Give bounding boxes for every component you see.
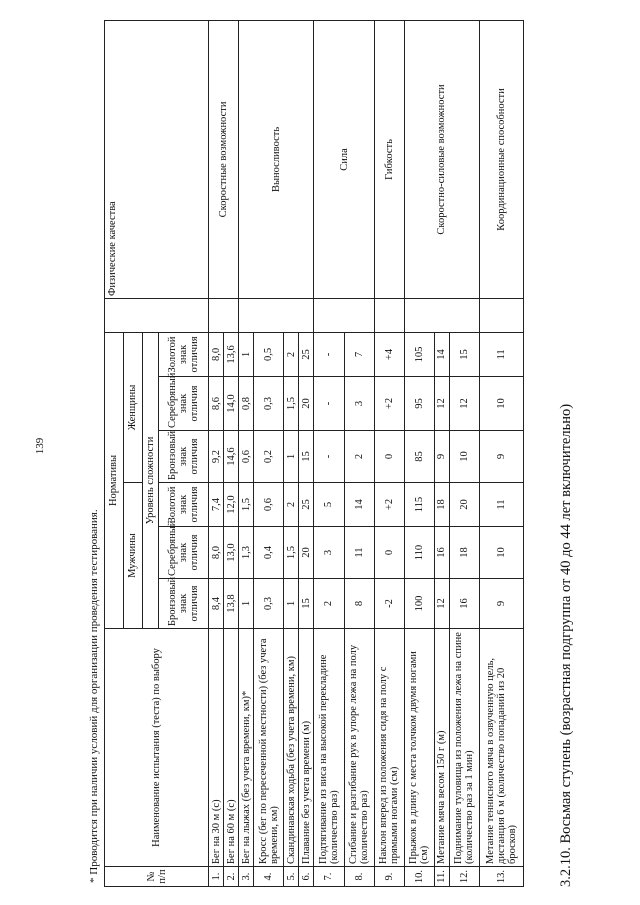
footnote: * Проводится при наличии условий для организации проведения тестирования. (88, 509, 100, 883)
test-name: Метание теннисного мяча в озвученную цель, дистанция 6 м (количество попаданий из 20 бросков) (479, 629, 523, 867)
header-women-bronze: Бронзовый знак отличия (158, 431, 208, 483)
value-women-bronze: 0,6 (239, 431, 254, 483)
spacer-cell (479, 298, 523, 332)
quality-speed-strength: Скоростно-силовые возможности (404, 20, 479, 298)
value-men-gold: 115 (404, 483, 434, 527)
test-name: Сгибание и разгибание рук в упоре лежа на полу (количество раз) (344, 629, 374, 867)
table-row (314, 20, 344, 886)
value-women-silver: 12 (449, 377, 479, 431)
header-name: Наименование испытания (теста) по выбору (105, 629, 209, 867)
value-men-bronze: 15 (299, 579, 314, 629)
value-women-gold: 2 (284, 332, 299, 376)
header-men-bronze: Бронзовый знак отличия (158, 579, 208, 629)
table-row (404, 20, 434, 886)
value-women-bronze: 0 (374, 431, 404, 483)
value-women-gold: 13,6 (224, 332, 239, 376)
value-women-silver: 1,5 (284, 377, 299, 431)
value-women-gold: 15 (449, 332, 479, 376)
row-number: 7. (314, 867, 344, 887)
value-men-silver: 1,3 (239, 527, 254, 579)
value-women-bronze: 14,6 (224, 431, 239, 483)
spacer-cell (209, 298, 239, 332)
quality-coordination: Координационные способности (479, 20, 523, 298)
value-women-gold: 25 (299, 332, 314, 376)
value-women-silver: 0,3 (254, 377, 284, 431)
header-men-silver: Серебряный знак отличия (158, 527, 208, 579)
value-men-gold: 14 (344, 483, 374, 527)
table-row (239, 20, 254, 886)
value-women-gold: 1 (239, 332, 254, 376)
test-name: Кросс (бег по пересеченной местности) (без учета времени, км) (254, 629, 284, 867)
test-name: Подтягивание из виса на высокой перекладине (количество раз) (314, 629, 344, 867)
row-number: 3. (239, 867, 254, 887)
value-men-silver: 110 (404, 527, 434, 579)
value-men-gold: 5 (314, 483, 344, 527)
value-women-bronze: 9,2 (209, 431, 224, 483)
table-row (479, 20, 523, 886)
header-num: № п/п (105, 867, 209, 887)
value-men-silver: 1,5 (284, 527, 299, 579)
table-row (209, 20, 224, 886)
value-women-bronze: 85 (404, 431, 434, 483)
value-women-bronze: 2 (344, 431, 374, 483)
value-women-gold: 7 (344, 332, 374, 376)
value-men-gold: 25 (299, 483, 314, 527)
row-number: 11. (434, 867, 449, 887)
value-women-gold: - (314, 332, 344, 376)
value-women-gold: 11 (479, 332, 523, 376)
value-women-bronze: - (314, 431, 344, 483)
page-number: 139 (34, 437, 46, 455)
quality-endurance: Выносливость (239, 20, 314, 298)
value-women-bronze: 1 (284, 431, 299, 483)
value-women-silver: 20 (299, 377, 314, 431)
table-row (374, 20, 404, 886)
value-men-gold: 2 (284, 483, 299, 527)
test-name: Бег на 60 м (с) (224, 629, 239, 867)
value-men-bronze: 16 (449, 579, 479, 629)
value-men-silver: 13,0 (224, 527, 239, 579)
value-men-bronze: 1 (239, 579, 254, 629)
header-level: Уровень сложности (142, 332, 158, 628)
quality-flexibility: Гибкость (374, 20, 404, 298)
row-number: 6. (299, 867, 314, 887)
value-women-bronze: 0,2 (254, 431, 284, 483)
test-name: Поднимание туловища из положения лежа на спине (количество раз за 1 мин) (449, 629, 479, 867)
value-women-silver: +2 (374, 377, 404, 431)
header-women: Женщины (123, 332, 142, 482)
header-women-silver: Серебряный знак отличия (158, 377, 208, 431)
value-men-silver: 3 (314, 527, 344, 579)
quality-speed: Скоростные возможности (209, 20, 239, 298)
value-women-gold: 14 (434, 332, 449, 376)
row-number: 4. (254, 867, 284, 887)
test-name: Скандинавская ходьба (без учета времени, км) (284, 629, 299, 867)
value-women-silver: - (314, 377, 344, 431)
value-men-bronze: -2 (374, 579, 404, 629)
test-name: Наклон вперед из положения сидя на полу с прямыми ногами (см) (374, 629, 404, 867)
value-women-silver: 14,0 (224, 377, 239, 431)
value-men-bronze: 9 (479, 579, 523, 629)
row-number: 10. (404, 867, 434, 887)
value-men-gold: 11 (479, 483, 523, 527)
value-men-silver: 16 (434, 527, 449, 579)
value-women-silver: 0,8 (239, 377, 254, 431)
value-men-bronze: 2 (314, 579, 344, 629)
row-number: 13. (479, 867, 523, 887)
value-men-gold: 0,6 (254, 483, 284, 527)
value-men-silver: 10 (479, 527, 523, 579)
value-men-bronze: 13,8 (224, 579, 239, 629)
value-men-silver: 11 (344, 527, 374, 579)
row-number: 1. (209, 867, 224, 887)
test-name: Бег на лыжах (без учета времени, км)* (239, 629, 254, 867)
row-number: 9. (374, 867, 404, 887)
spacer-cell (374, 298, 404, 332)
row-number: 2. (224, 867, 239, 887)
value-women-silver: 10 (479, 377, 523, 431)
value-men-gold: 12,0 (224, 483, 239, 527)
value-men-silver: 0,4 (254, 527, 284, 579)
value-men-gold: 18 (434, 483, 449, 527)
value-women-bronze: 9 (479, 431, 523, 483)
quality-strength: Сила (314, 20, 374, 298)
spacer-cell (314, 298, 374, 332)
value-men-silver: 18 (449, 527, 479, 579)
value-women-silver: 95 (404, 377, 434, 431)
value-women-silver: 3 (344, 377, 374, 431)
value-men-gold: +2 (374, 483, 404, 527)
test-name: Бег на 30 м (с) (209, 629, 224, 867)
value-women-bronze: 10 (449, 431, 479, 483)
row-number: 12. (449, 867, 479, 887)
value-women-bronze: 15 (299, 431, 314, 483)
value-women-gold: 8,0 (209, 332, 224, 376)
value-men-gold: 20 (449, 483, 479, 527)
value-women-silver: 8,6 (209, 377, 224, 431)
spacer-cell (404, 298, 479, 332)
row-number: 8. (344, 867, 374, 887)
value-men-silver: 8,0 (209, 527, 224, 579)
value-men-bronze: 12 (434, 579, 449, 629)
value-men-bronze: 8 (344, 579, 374, 629)
header-women-gold: Золотой знак отличия (158, 332, 208, 376)
value-women-gold: 105 (404, 332, 434, 376)
value-men-bronze: 0,3 (254, 579, 284, 629)
value-men-silver: 20 (299, 527, 314, 579)
header-quality: Физические качества (105, 20, 209, 298)
test-name: Плавание без учета времени (м) (299, 629, 314, 867)
value-men-bronze: 100 (404, 579, 434, 629)
value-women-silver: 12 (434, 377, 449, 431)
normatives-table (104, 20, 524, 887)
header-men-gold: Золотой знак отличия (158, 483, 208, 527)
value-men-bronze: 8,4 (209, 579, 224, 629)
header-normatives: Нормативы (105, 332, 124, 628)
value-women-gold: +4 (374, 332, 404, 376)
value-women-gold: 0,5 (254, 332, 284, 376)
test-name: Прыжок в длину с места толчком двумя ногами (см) (404, 629, 434, 867)
header-spacer (105, 298, 209, 332)
value-men-gold: 1,5 (239, 483, 254, 527)
test-name: Метание мяча весом 150 г (м) (434, 629, 449, 867)
value-men-silver: 0 (374, 527, 404, 579)
value-women-bronze: 9 (434, 431, 449, 483)
row-number: 5. (284, 867, 299, 887)
header-row-1 (105, 20, 124, 886)
value-men-gold: 7,4 (209, 483, 224, 527)
value-men-bronze: 1 (284, 579, 299, 629)
spacer-cell (239, 298, 314, 332)
section-title: 3.2.10. Восьмая ступень (возрастная подгруппа от 40 до 44 лет включительно) (558, 403, 574, 887)
header-men: Мужчины (123, 483, 142, 629)
